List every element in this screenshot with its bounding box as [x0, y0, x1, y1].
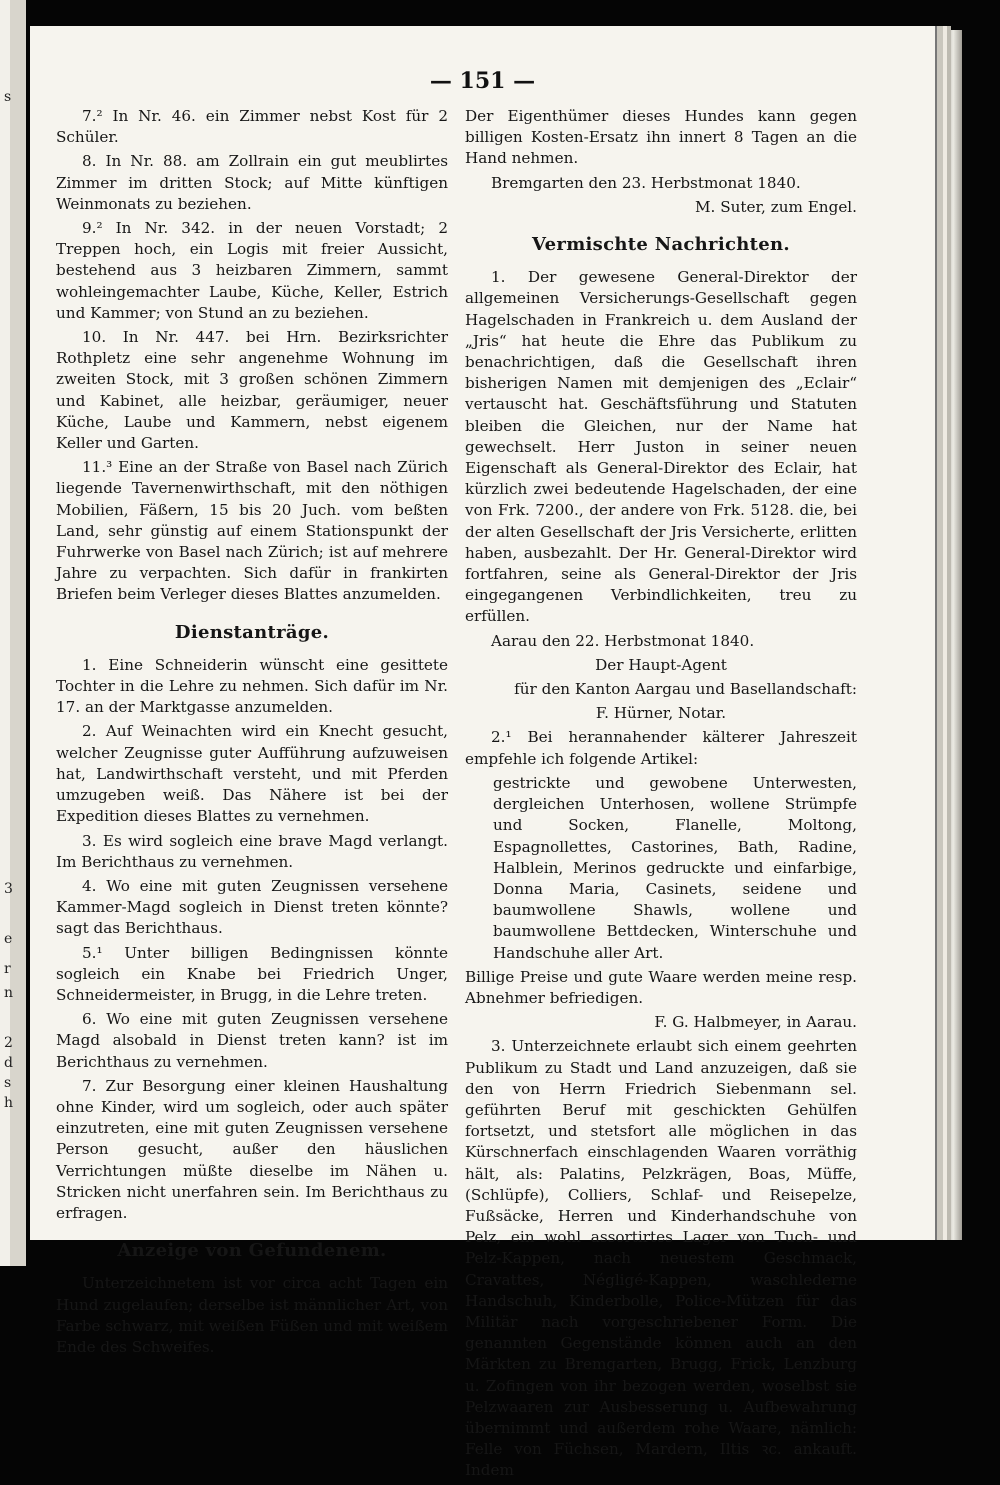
- rental-ad: 8. In Nr. 88. am Zollrain ein gut meublirtes Zimmer im dritten Stock; auf Mitte künftigen Weinmonats zu beziehen.: [56, 152, 448, 213]
- misc-notice-2-article-list: gestrickte und gewobene Unterwesten, dergleichen Unterhosen, wollene Strümpfe und Socken, Flanelle, Moltong, Espagnollettes, Castorines, Bath, Radine, Halblein, Merinos gedruckte und einfarbige, Donna Maria, Casinets, seidene und baumwollene Shawls, wollene und baumwollene Bettdecken, Winterschuhe und Handschuhe aller Art.: [493, 773, 857, 962]
- misc-notice-3: 3. Unterzeichnete erlaubt sich einem geehrten Publikum zu Stadt und Land anzuzeigen, daß sie den von Herrn Friedrich Siebenmann sel. geführten Beruf mit geschickten Gehülfen fortsetzt, und stetsfort alle möglichen in das Kürschnerfach einschlagenden Waaren vorräthig hält, als: Palatins, Pelzkrägen, Boas, Müffe, (Schlüpfe), Colliers, Schlaf- und Reisepelze, Fußsäcke, Herren und Kinderhandschuhe von Pelz, ein wohl assortirtes Lager von Tuch- und Pelz-Kappen, nach neuestem Geschmack, Cravattes, Négligé-Kappen, waschlederne Handschuh, Kinderbolle, Police-Mützen für das Militär nach vorgeschriebener Form. Die genannten Gegenstände können auch an den Märkten zu Bremgarten, Brugg, Frick, Lenzburg u. Zofingen von ihr bezogen werden, woselbst sie Pelzwaaren zur Ausbesserung u. Aufbewahrung übernimmt und außerdem rohe Waare, nämlich: Felle von Füchsen, Mardern, Iltis ꝛc. ankauft. Indem: [465, 1037, 857, 1480]
- service-ad: 2. Auf Weinachten wird ein Knecht gesucht, welcher Zeugnisse guter Aufführung aufzuweisen hat, Landwirthschaft versteht, und mit Pferden umzugeben weiß. Das Nähere ist bei der Expedition dieses Blattes zu vernehmen.: [56, 722, 448, 826]
- found-items-heading: Anzeige von Gefundenem.: [117, 1240, 387, 1262]
- misc-notice-1-signature-title: Der Haupt-Agent: [595, 655, 727, 674]
- service-ad: 1. Eine Schneiderin wünscht eine gesittete Tochter in die Lehre zu nehmen. Sich dafür im Nr. 17. an der Marktgasse anzumelden.: [56, 655, 448, 717]
- service-ad: 3. Es wird sogleich eine brave Magd verlangt. Im Berichthaus zu vernehmen.: [56, 831, 448, 871]
- misc-notice-1-signature-region: für den Kanton Aargau und Basellandschaft:: [514, 680, 857, 699]
- misc-news-heading: Vermischte Nachrichten.: [532, 234, 790, 256]
- rental-ad: 10. In Nr. 447. bei Hrn. Bezirksrichter Rothpletz eine sehr angenehme Wohnung im zweiten Stock, mit 3 großen schönen Zimmern und Kabinet, alle heizbar, geräumiger, neuer Küche, Laube und Kammern, nebst eigenem Keller und Garten.: [56, 328, 448, 453]
- misc-notice-1: 1. Der gewesene General-Direktor der allgemeinen Versicherungs-Gesellschaft gegen Hagelschaden in Frankreich u. dem Ausland der „Jris“ hat heute die Ehre das Publikum zu benachrichtigen, daß die Gesellschaft ihren bisherigen Namen mit demjenigen des „Eclair“ vertauscht hat. Geschäftsführung und Statuten bleiben die Gleichen, nur der Name hat gewechselt. Herr Juston in seiner neuen Eigenschaft als General-Direktor des Eclair, hat kürzlich zwei bedeutende Hagelschaden, der eine von Frk. 7200., der andere von Frk. 5128. die, bei der alten Gesellschaft der Jris Versicherte, erlitten haben, ausbezahlt. Der Hr. General-Direktor wird fortfahren, seine als General-Direktor der Jris eingegangenen Verbindlichkeiten, treu zu erfüllen.: [465, 268, 857, 626]
- service-ad: 6. Wo eine mit guten Zeugnissen versehene Magd alsobald in Dienst treten kann? ist im Berichthaus zu vernehmen.: [56, 1010, 448, 1071]
- margin-fragment: s: [4, 89, 12, 105]
- services-heading: Dienstanträge.: [174, 621, 330, 643]
- stacked-page-edges: [940, 30, 962, 1240]
- misc-notice-1-place-date: Aarau den 22. Herbstmonat 1840.: [491, 631, 755, 650]
- service-ad: 7. Zur Besorgung einer kleinen Haushaltung ohne Kinder, wird um sogleich, oder auch später einzutreten, eine mit guten Zeugnissen versehene Person gesucht, außer den häuslichen Verrichtungen müßte dieselbe im Nähen u. Stricken nicht unerfahren sein. Im Berichthaus zu erfragen.: [56, 1076, 448, 1222]
- margin-fragment: r: [4, 961, 11, 977]
- previous-page-edge: [0, 0, 26, 1266]
- found-notice-continuation: Der Eigenthümer dieses Hundes kann gegen billigen Kosten-Ersatz ihn innert 8 Tagen an die Hand nehmen.: [465, 107, 857, 168]
- newspaper-page: [30, 26, 937, 1480]
- margin-fragment: s: [4, 1075, 12, 1091]
- right-column: [465, 106, 857, 1485]
- service-ad: 4. Wo eine mit guten Zeugnissen versehene Kammer-Magd sogleich in Dienst treten könnte? sagt das Berichthaus.: [56, 876, 448, 938]
- page-number: — 151 —: [429, 68, 536, 94]
- misc-notice-2-intro: 2.¹ Bei herannahender kälterer Jahreszeit empfehle ich folgende Artikel:: [465, 728, 857, 768]
- margin-fragment: h: [4, 1095, 14, 1111]
- found-signature: M. Suter, zum Engel.: [694, 197, 857, 216]
- left-column: [56, 106, 448, 1361]
- misc-notice-1-signature-name: F. Hürner, Notar.: [595, 704, 727, 723]
- found-place-date: Bremgarten den 23. Herbstmonat 1840.: [491, 173, 801, 192]
- misc-notice-2-outro: Billige Preise und gute Waare werden meine resp. Abnehmer befriedigen.: [465, 967, 857, 1007]
- margin-fragment: d: [4, 1055, 13, 1071]
- margin-fragment: 3: [4, 881, 13, 897]
- rental-ad: 11.³ Eine an der Straße von Basel nach Zürich liegende Tavernenwirthschaft, mit den nöthigen Mobilien, Fäßern, 15 bis 20 Juch. vom beßten Land, sehr günstig auf einem Stationspunkt der Fuhrwerke von Basel nach Zürich; ist auf mehrere Jahre zu verpachten. Sich dafür in frankirten Briefen beim Verleger dieses Blattes anzumelden.: [56, 458, 448, 604]
- margin-fragment: 2: [4, 1035, 13, 1051]
- found-notice: Unterzeichnetem ist vor circa acht Tagen ein Hund zugelaufen; derselbe ist männlicher Art, von Farbe schwarz, mit weißen Füßen und mit weißem Ende des Schweifes.: [56, 1274, 448, 1356]
- service-ad: 5.¹ Unter billigen Bedingnissen könnte sogleich ein Knabe bei Friedrich Unger, Schneidermeister, in Brugg, in die Lehre treten.: [56, 943, 448, 1004]
- margin-fragment: e: [4, 931, 13, 947]
- margin-fragment: n: [4, 985, 14, 1001]
- rental-ad: 9.² In Nr. 342. in der neuen Vorstadt; 2 Treppen hoch, ein Logis mit freier Aussicht, bestehend aus 3 heizbaren Zimmern, sammt wohleingemachter Laube, Küche, Keller, Estrich und Kammer; von Stund an zu beziehen.: [56, 219, 448, 322]
- rental-ad: 7.² In Nr. 46. ein Zimmer nebst Kost für 2 Schüler.: [56, 107, 448, 147]
- misc-notice-2-signature: F. G. Halbmeyer, in Aarau.: [654, 1013, 857, 1032]
